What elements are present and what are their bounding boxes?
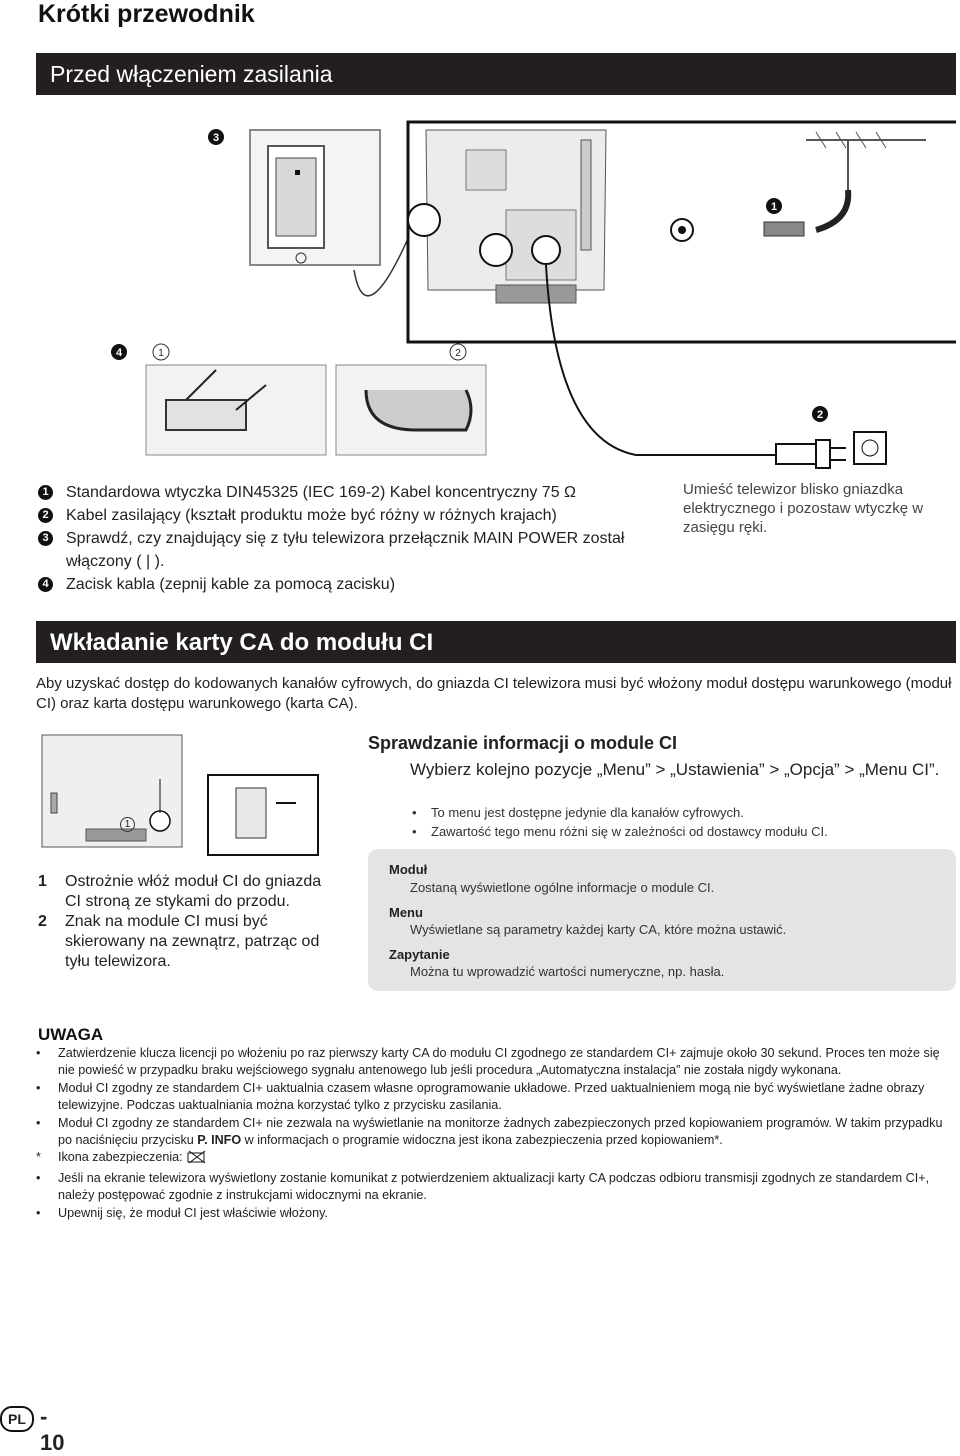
note-mark: * xyxy=(36,1150,41,1165)
note-item xyxy=(36,1045,956,1080)
notes-list xyxy=(36,1045,956,1222)
section-title: Przed włączeniem zasilania xyxy=(50,61,333,87)
legend-num: 4 xyxy=(38,577,53,592)
note-item xyxy=(36,1080,956,1115)
note-heading: UWAGA xyxy=(38,1025,104,1044)
list-item: • Zawartość tego menu różni się w zależności od dostawcy modułu CI. xyxy=(410,822,940,841)
page-number: - 10 xyxy=(40,1404,65,1455)
ci-menu-box xyxy=(368,849,956,991)
note-item xyxy=(36,1115,956,1150)
note-text: Ikona zabezpieczenia: xyxy=(58,1150,187,1165)
note-text: w informacjach o programie widoczna jest ikona zabezpieczenia przed kopiowaniem*. xyxy=(241,1133,723,1148)
p-info-key: P. INFO xyxy=(197,1133,242,1148)
note-mark: • xyxy=(36,1170,41,1185)
legend-text: Sprawdź, czy znajdujący się z tyłu telewizora przełącznik MAIN POWER został włączony ( | ). xyxy=(66,530,625,570)
item-head: Menu xyxy=(389,905,423,920)
item-text: Wyświetlane są parametry każdej karty CA, które można ustawić. xyxy=(410,922,787,937)
legend-item xyxy=(38,481,638,504)
insert-steps xyxy=(38,872,338,972)
step-num: 1 xyxy=(38,873,47,890)
cable-clamp-icon xyxy=(146,365,486,455)
check-ci-heading: Sprawdzanie informacji o module CI xyxy=(368,733,678,753)
note-item xyxy=(36,1205,956,1222)
note-text: Jeśli na ekranie telewizora wyświetlony zostanie komunikat z potwierdzeniem aktualizacji karty CA podczas odbioru transmisji zgodnych ze standardem CI+, należy postępować zgodnie z instrukcjami widocznymi na ekranie. xyxy=(58,1170,930,1203)
intro-paragraph: Aby uzyskać dostęp do kodowanych kanałów cyfrowych, do gniazda CI telewizora musi być włożony moduł dostępu warunkowego (moduł CI) oraz karta dostępu warunkowego (karta CA). xyxy=(36,675,952,712)
note-item xyxy=(36,1149,956,1169)
step-text: Znak na module CI musi być skierowany na zewnątrz, patrząc od tyłu telewizora. xyxy=(65,913,320,970)
section-header-power xyxy=(36,53,956,95)
legend-text: Kabel zasilający (kształt produktu może być różny w różnych krajach) xyxy=(66,507,557,524)
step-text: Ostrożnie włóż moduł CI do gniazda CI stroną ze stykami do przodu. xyxy=(65,873,322,910)
note-mark: • xyxy=(36,1205,41,1220)
legend-item xyxy=(38,527,638,573)
marker-3-label: 3 xyxy=(212,132,220,144)
note-text: Zatwierdzenie klucza licencji po włożeniu po raz pierwszy karty CA do modułu CI zgodnego ze standardem CI+ zajmuje około 30 sekund. Proces ten może się nie powieść w przypadku braku wejściowego sygnału antenowego lub jeśli procedura „Automatyczna instalacja” nie została nigdy wykonana. xyxy=(58,1046,940,1078)
setup-illustration xyxy=(36,110,956,480)
note-mark: • xyxy=(36,1115,41,1130)
step-item xyxy=(38,912,338,972)
note-mark: • xyxy=(36,1080,41,1095)
marker-1-label: 1 xyxy=(770,201,778,213)
page-title: Krótki przewodnik xyxy=(38,0,255,28)
marker-4-label: 4 xyxy=(115,347,123,359)
step-circle-1-label: 1 xyxy=(158,348,164,359)
note-item xyxy=(36,1170,956,1205)
check-ci-bullets xyxy=(410,803,940,841)
check-ci-instruction: Wybierz kolejno pozycje „Menu” > „Ustawienia” > „Opcja” > „Menu CI”. xyxy=(410,760,940,779)
side-note: Umieść telewizor blisko gniazdka elektrycznego i pozostaw wtyczkę w zasięgu ręki. xyxy=(683,481,924,536)
legend-item xyxy=(38,504,638,527)
item-head: Moduł xyxy=(389,862,428,877)
legend-num: 1 xyxy=(38,485,53,500)
list-item: • To menu jest dostępne jedynie dla kanałów cyfrowych. xyxy=(410,803,940,822)
note-mark: • xyxy=(36,1046,41,1060)
legend-text: Zacisk kabla (zepnij kable za pomocą zacisku) xyxy=(66,576,396,593)
language-badge: PL xyxy=(0,1406,34,1432)
item-text: Można tu wprowadzić wartości numeryczne, np. hasła. xyxy=(410,964,725,979)
legend-text: Standardowa wtyczka DIN45325 (IEC 169-2) Kabel koncentryczny 75 Ω xyxy=(66,484,576,501)
step-num: 2 xyxy=(38,913,47,930)
legend xyxy=(38,481,638,596)
section-title: Wkładanie karty CA do modułu CI xyxy=(50,629,434,656)
copy-protection-icon xyxy=(186,1150,208,1169)
legend-num: 3 xyxy=(38,531,53,546)
item-text: Zostaną wyświetlone ogólne informacje o module CI. xyxy=(410,880,715,895)
ci-illustration xyxy=(36,733,366,863)
step-item xyxy=(38,872,338,912)
marker-2-label: 2 xyxy=(816,409,824,421)
power-plug-icon xyxy=(776,432,886,468)
legend-num: 2 xyxy=(38,508,53,523)
main-power-switch xyxy=(250,130,380,265)
legend-item xyxy=(38,573,638,596)
note-text: Upewnij się, że moduł CI jest właściwie włożony. xyxy=(58,1205,328,1220)
step-circle-2-label: 2 xyxy=(455,348,461,359)
fig-circle-label: 1 xyxy=(120,815,135,832)
note-text: Moduł CI zgodny ze standardem CI+ nie zezwala na wyświetlanie na monitorze żadnych zabezpieczonych przed kopiowaniem programów. W takim przypadku po naciśnięciu przycisku xyxy=(58,1115,943,1148)
section-header-ci xyxy=(36,621,956,663)
note-text: Moduł CI zgodny ze standardem CI+ uaktualnia czasem własne oprogramowanie układowe. Przed uaktualnieniem mogą nie być wyświetlane żadne obrazy telewizyjne. Podczas uaktualniania można korzystać tylko z przycisku zasilania. xyxy=(58,1080,925,1113)
item-head: Zapytanie xyxy=(389,947,450,962)
